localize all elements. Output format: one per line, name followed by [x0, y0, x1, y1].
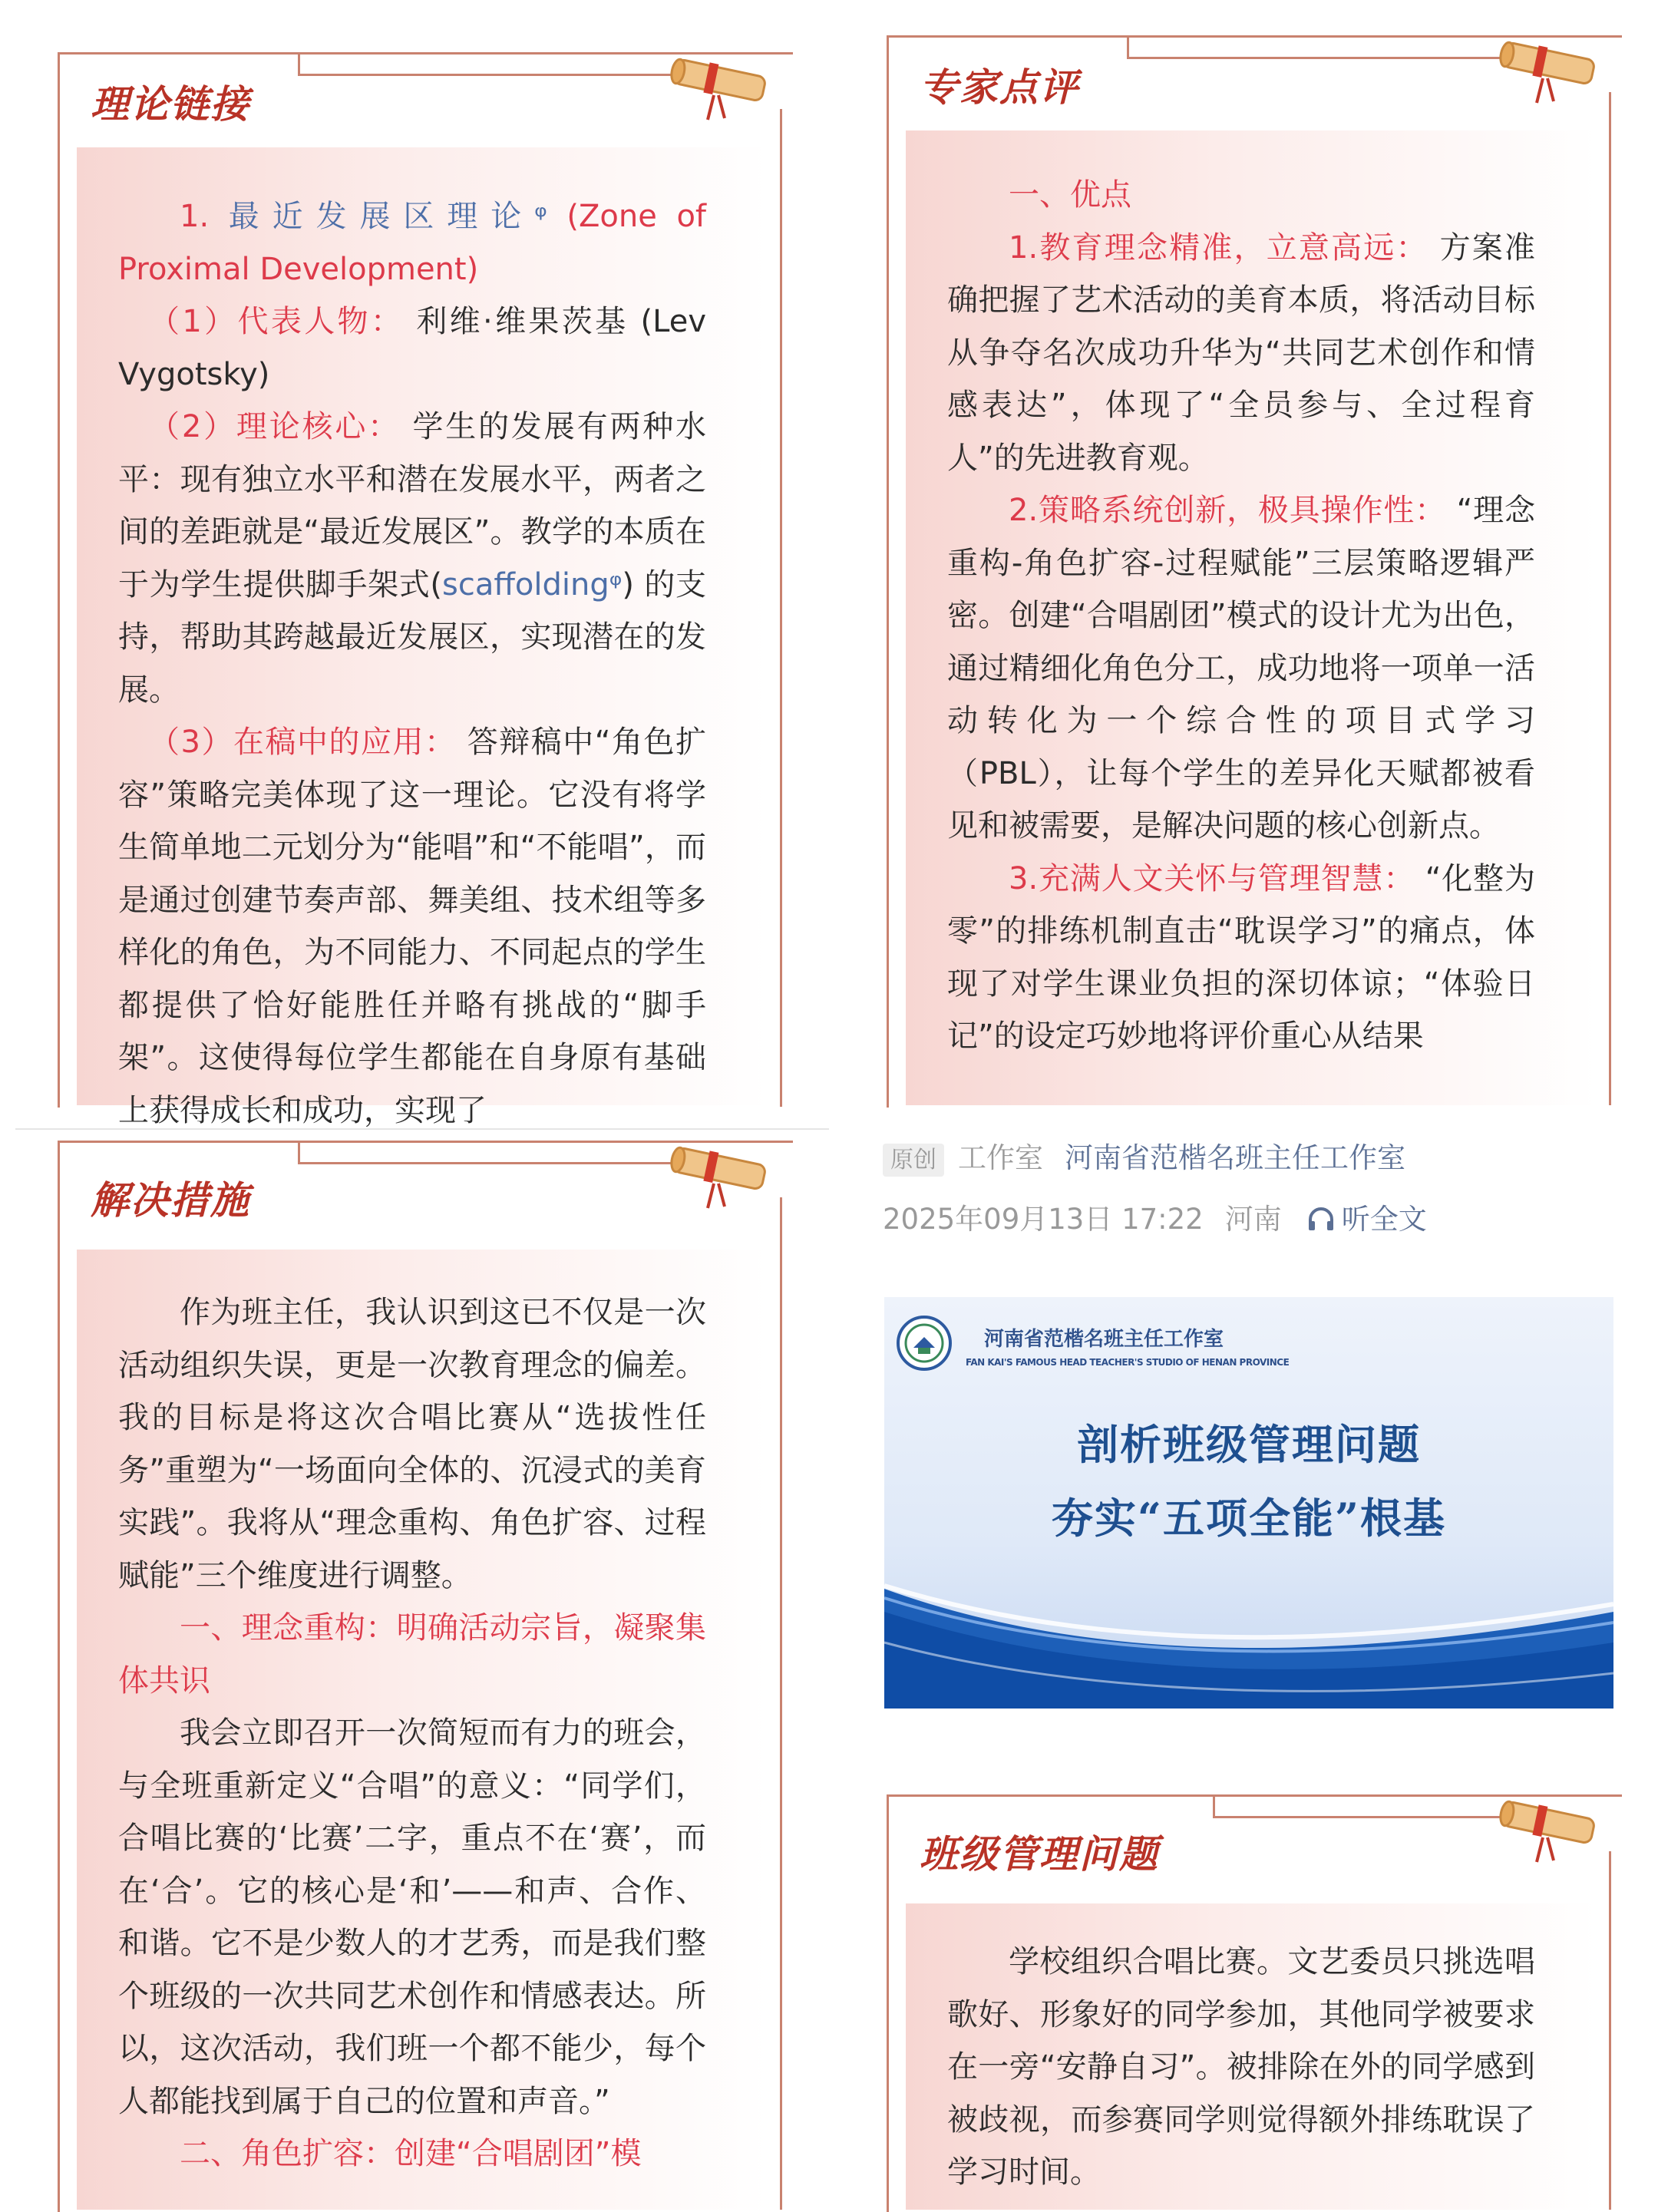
publish-location: 河南: [1224, 1203, 1282, 1236]
theory-item-1: 1. 最近发展区理论ᵠ (Zone of Proximal Development): [118, 199, 707, 287]
solution-step-2: 二、角色扩容：创建“合唱剧团”模: [180, 2136, 642, 2171]
problem-card: [883, 1788, 1620, 2210]
studio-name-en: FAN KAI'S FAMOUS HEAD TEACHER'S STUDIO OF HENAN PROVINCE: [966, 1357, 1290, 1368]
theory-application: （3）在稿中的应用： 答辩稿中“角色扩容”策略完美体现了这一理论。它没有将学生简单地二元划分为“能唱”和“不能唱”，而是通过创建节奏声部、舞美组、技术组等多样化的角色，为不同能力、不同起点的学生都提供了恰好能胜任并略有挑战的“脚手架”。这使得每位学生都能在自身原有基础上获得成长和成功，实现了: [118, 725, 707, 1128]
expert-panel: [906, 130, 1597, 1105]
cover-banner: [884, 1297, 1613, 1709]
banner-wave-decoration: [884, 1558, 1613, 1709]
expert-point-3: 3.充满人文关怀与管理智慧： “化整为零”的排练机制直击“耽误学习”的痛点，体现了对学生课业负担的深切体谅；“体验日记”的设定巧妙地将评价重心从结果: [947, 860, 1535, 1054]
divider: [15, 1128, 829, 1130]
scroll-decoration-icon: [660, 46, 775, 123]
studio-logo-icon: [895, 1314, 953, 1372]
theory-panel: [77, 147, 768, 1128]
problem-heading: 班级管理问题: [920, 1831, 1159, 1877]
theory-heading: 理论链接: [91, 81, 250, 127]
theory-card: [54, 46, 791, 1128]
problem-panel: [906, 1903, 1597, 2210]
expert-card: [883, 29, 1620, 1105]
banner-title-2: 夯实“五项全能”根基: [1051, 1494, 1447, 1543]
article-meta: [883, 1196, 1427, 1237]
scroll-decoration-icon: [1489, 1788, 1604, 1865]
solution-heading: 解决措施: [91, 1177, 250, 1223]
expert-point-2: 2.策略系统创新，极具操作性： “理念重构-角色扩容-过程赋能”三层策略逻辑严密。创建“合唱剧团”模式的设计尤为出色，通过精细化角色分工，成功地将一项单一活动转化为一个综合性的项目式学习（PBL），让每个学生的差异化天赋都被看见和被需要，是解决问题的核心创新点。: [947, 493, 1535, 844]
solution-intro: 作为班主任，我认识到这已不仅是一次活动组织失误，更是一次教育理念的偏差。我的目标是将这次合唱比赛从“选拔性任务”重塑为“一场面向全体的、沉浸式的美育实践”。我将从“理念重构、角色扩容、过程赋能”三个维度进行调整。: [118, 1295, 706, 1593]
expert-section-1: 一、优点: [1009, 177, 1131, 213]
expert-heading: 专家点评: [920, 64, 1079, 110]
expert-point-1: 1.教育理念精准，立意高远： 方案准确把握了艺术活动的美育本质，将活动目标从争夺名次成功升华为“共同艺术创作和情感表达”，体现了“全员参与、全过程育人”的先进教育观。: [947, 229, 1536, 476]
listen-button[interactable]: 听全文: [1306, 1203, 1427, 1236]
article-source: [883, 1134, 1405, 1176]
source-label: 工作室: [958, 1141, 1043, 1174]
scroll-decoration-icon: [1489, 29, 1604, 106]
problem-description: 学校组织合唱比赛。文艺委员只挑选唱歌好、形象好的同学参加，其他同学被要求在一旁“安静自习”。被排除在外的同学感到被歧视，而参赛同学则觉得额外排练耽误了学习时间。: [947, 1944, 1535, 2190]
scroll-decoration-icon: [660, 1134, 775, 1211]
zpd-link[interactable]: 最近发展区理论: [228, 199, 535, 234]
search-icon[interactable]: ᵠ: [609, 566, 623, 603]
headphones-icon: [1306, 1206, 1336, 1232]
solution-card: [54, 1134, 791, 2210]
solution-panel: [77, 1250, 768, 2210]
author-link[interactable]: 河南省范楷名班主任工作室: [1065, 1141, 1405, 1174]
original-badge: 原创: [883, 1144, 944, 1177]
scaffolding-link[interactable]: scaffolding: [442, 566, 609, 603]
banner-title-1: 剖析班级管理问题: [1077, 1420, 1421, 1469]
publish-datetime: 2025年09月13日 17:22: [883, 1203, 1204, 1236]
search-icon[interactable]: ᵠ: [534, 199, 547, 234]
theory-representative: （1）代表人物： 利维·维果茨基 (Lev Vygotsky): [118, 304, 706, 392]
solution-step-1-text: 我会立即召开一次简短而有力的班会，与全班重新定义“合唱”的意义：“同学们，合唱比赛的‘比赛’二字，重点不在‘赛’，而在‘合’。它的核心是‘和’——和声、合作、和谐。它不是少数人的才艺秀，而是我们整个班级的一次共同艺术创作和情感表达。所以，这次活动，我们班一个都不能少，每个人都能找到属于自己的位置和声音。”: [118, 1715, 706, 2119]
studio-name-cn: 河南省范楷名班主任工作室: [984, 1328, 1224, 1351]
solution-step-1: 一、理念重构：明确活动宗旨，凝聚集体共识: [118, 1610, 706, 1699]
theory-core: （2）理论核心： 学生的发展有两种水平：现有独立水平和潜在发展水平，两者之间的差距就是“最近发展区”。教学的本质在于为学生提供脚手架式(scaffoldingᵠ) 的支持，帮助其跨越最近发展区，实现潜在的发展。: [118, 409, 707, 708]
